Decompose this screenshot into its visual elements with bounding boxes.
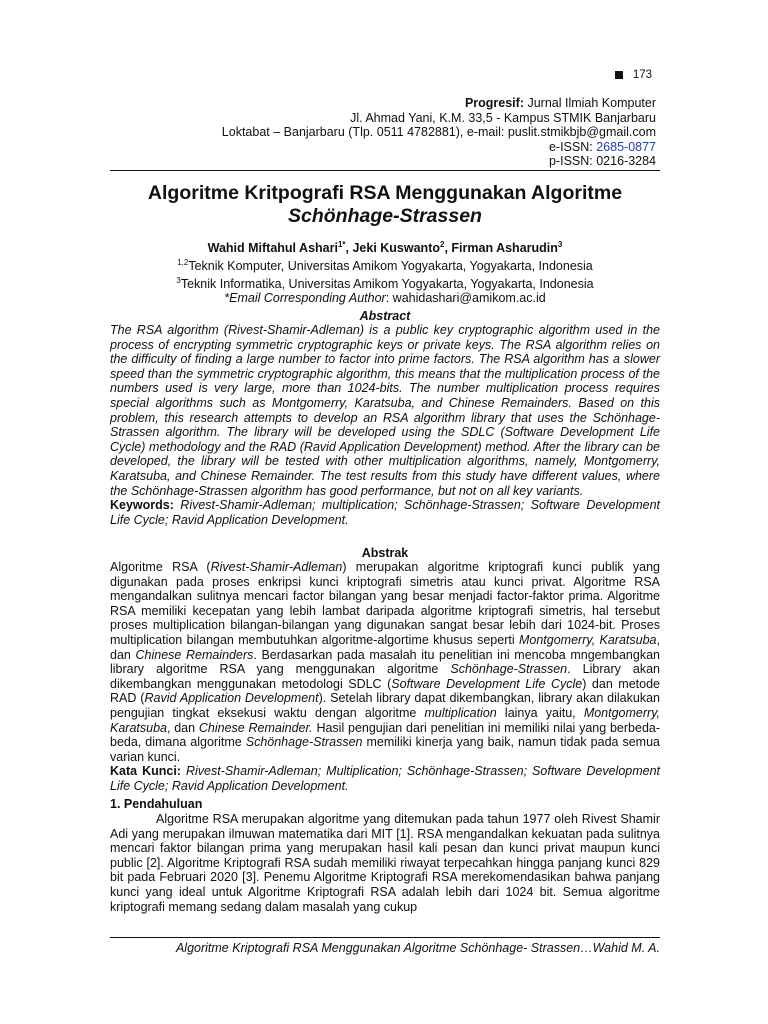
abstract-text: The RSA algorithm (Rivest-Shamir-Adleman) is a public key cryptographic algorithm used in the process of encrypting symmetric cryptographic keys or private keys. The RSA algorithm relies on the difficulty of finding a large number to factor into prime factors. The RSA algorithm has a slower speed than the symmetric cryptographic algorithm, this means that the multiplication process of the numbers used is very large, more than 1024-bits. The number multiplication process requires special algorithms such as Montgomerry, Karatsuba, and Chinese Remainders. Based on this problem, this research attempts to develop an RSA algorithm library that uses the Schönhage-Strassen algorithm. The library will be developed using the SDLC (Software Development Life Cycle) methodology and the RAD (Ravid Application Development) method. After the library can be developed, the library will be tested with other multiplication algorithms, namely, Montgomerry, Karatsuba, and Chinese Remainder. The test results from this study have different values, where the Schönhage-Strassen algorithm has good performance, but not on all key variants.: [110, 323, 660, 498]
author-2: , Jeki Kuswanto: [345, 241, 440, 256]
affiliation-1: [110, 256, 660, 274]
abstract-body: [110, 323, 660, 527]
abstrak-text-11: memiliki kinerja yang baik, namun tidak pada semua varian kunci.: [110, 735, 661, 764]
abstrak-text-5: . Library akan dikembangkan menggunakan metodologi SDLC (: [110, 662, 660, 691]
abstrak-text-8: lainya yaitu,: [496, 705, 584, 720]
eissn-link[interactable]: 2685-0877: [596, 139, 656, 154]
authors-block: [110, 238, 660, 306]
header-divider: [110, 170, 660, 171]
pissn: p-ISSN: 0216-3284: [548, 154, 656, 169]
intro-text: Algoritme RSA merupakan algoritme yang ditemukan pada tahun 1977 oleh Rivest Shamir Adi yang merupakan ilmuwan matematika dari MIT [1]. RSA mengandalkan kekuatan pada sulitnya mencari faktor bilangan prima yang merupakan hasil kali pesan dan kunci privat maupun kunci public [2]. Algoritme Kriptografi RSA sudah memiliki riwayat terpecahkan hingga panjang kunci 829 bit pada Februari 2020 [3]. Penemu Algoritme Kriptografi RSA merekomendasikan bahwa panjang kunci yang ideal untuk Algoritme Kriptografi RSA adalah lebih dari 1024 bit. Semua algoritme kriptografi memang sedang dalam masalah yang cukup: [110, 812, 660, 914]
abstrak-text-7: ). Setelah library dapat dikembangkan, library akan dilakukan pengujian tingkat eksekusi waktu dengan algoritme: [110, 691, 660, 720]
affiliation-2-sup: 3: [176, 275, 181, 285]
affiliation-2: [110, 274, 660, 292]
abstract-heading: Abstract: [359, 309, 411, 323]
abstrak-keywords-label: Kata Kunci:: [110, 764, 181, 779]
abstrak-italic-5: Software Development Life Cycle: [391, 676, 583, 691]
title-line-1: Algoritme Kritpografi RSA Menggunakan Algoritme: [147, 182, 623, 204]
title-line-2: Schönhage-Strassen: [288, 205, 482, 227]
abstrak-text-2: ) merupakan algoritme kriptografi kunci publik yang digunakan pada proses enkripsi kunci kriptografi simetris atau kunci privat. Algoritme RSA mengandalkan sulitnya mencari factor bilangan yang besar menjadi factor-faktor prima. Algoritme RSA memiliki kecepatan yang lebih lambat daripada algoritme kriptografi simetris, hal tersebut proses multiplication bilangan-bilangan yang digunakan sangat besar lebih dari 1024-bit. Proses multiplication bilangan membutuhkan algoritme-algortime khusus seperti: [110, 560, 661, 647]
abstrak-text-6: ) dan metode RAD (: [110, 676, 660, 706]
abstract-keywords: Rivest-Shamir-Adleman; multiplication; Schönhage-Strassen; Software Development Life Cycle; Ravid Application Development.: [110, 498, 660, 527]
abstrak-text-4: . Berdasarkan pada masalah itu penelitian ini mencoba mngembangkan library algoritme RSA yang menggunakan algoritme: [110, 647, 660, 677]
author-1: Wahid Miftahul Ashari: [207, 241, 338, 256]
journal-address-2: Loktabat – Banjarbaru (Tlp. 0511 4782881), e-mail: puslit.stmikbjb@gmail.com: [221, 125, 656, 140]
journal-name: Jurnal Ilmiah Komputer: [523, 96, 656, 110]
email-label: *Email Corresponding Author: [224, 291, 386, 306]
abstrak-italic-4: Schönhage-Strassen: [450, 662, 568, 677]
author-3: , Firman Asharudin: [444, 241, 558, 256]
author-names: [110, 238, 660, 256]
author-2-sup: 2: [440, 240, 445, 249]
affiliation-1-sup: 1,2: [177, 257, 189, 267]
footer-divider: [110, 937, 660, 938]
abstrak-italic-2: Montgomerry, Karatsuba: [518, 632, 657, 647]
section-heading-pendahuluan: 1. Pendahuluan: [110, 797, 203, 811]
abstrak-italic-1: Rivest-Shamir-Adleman: [210, 560, 343, 574]
page-number: [615, 69, 652, 81]
square-bullet-icon: [615, 71, 623, 79]
author-1-sup: 1*: [337, 240, 346, 249]
eissn-label: e-ISSN:: [548, 139, 597, 154]
abstrak-text-1: Algoritme RSA (: [110, 560, 211, 574]
abstrak-italic-7: multiplication: [424, 705, 497, 720]
corresponding-email: [110, 291, 660, 306]
page-number-text: 173: [632, 69, 652, 81]
paper-title: [110, 182, 660, 228]
abstrak-body: [110, 560, 660, 794]
abstrak-italic-10: Schönhage-Strassen: [245, 735, 363, 750]
journal-header: [222, 96, 656, 169]
abstrak-italic-6: Ravid Application Development: [144, 691, 319, 706]
abstrak-keywords: Rivest-Shamir-Adleman; Multiplication; Schönhage-Strassen; Software Development Life Cycle; Ravid Application Development.: [110, 764, 661, 793]
abstrak-italic-8: Montgomerry, Karatsuba: [110, 705, 660, 735]
running-footer: Algoritme Kriptografi RSA Menggunakan Algoritme Schönhage- Strassen…Wahid M. A.: [175, 941, 660, 955]
journal-name-label: Progresif:: [464, 96, 524, 110]
abstrak-italic-3: Chinese Remainders: [135, 647, 254, 662]
abstrak-text-3: , dan: [110, 632, 660, 662]
abstrak-text-9: , dan: [166, 720, 199, 735]
affiliation-2-text: Teknik Informatika, Universitas Amikom Yogyakarta, Yogyakarta, Indonesia: [180, 276, 594, 291]
abstrak-italic-9: Chinese Remainder.: [198, 720, 313, 735]
abstrak-text-10: Hasil pengujian dari penelitian ini memiliki nilai yang berbeda-beda, dimana algoritme: [110, 720, 661, 750]
author-3-sup: 3: [557, 240, 563, 249]
affiliation-1-text: Teknik Komputer, Universitas Amikom Yogyakarta, Yogyakarta, Indonesia: [188, 258, 593, 273]
journal-address-1: Jl. Ahmad Yani, K.M. 33,5 - Kampus STMIK Banjarbaru: [350, 110, 656, 125]
email-address: : wahidashari@amikom.ac.id: [385, 291, 546, 306]
abstrak-heading: Abstrak: [361, 546, 409, 560]
intro-body: [110, 812, 660, 914]
abstract-keywords-label: Keywords:: [110, 498, 174, 513]
